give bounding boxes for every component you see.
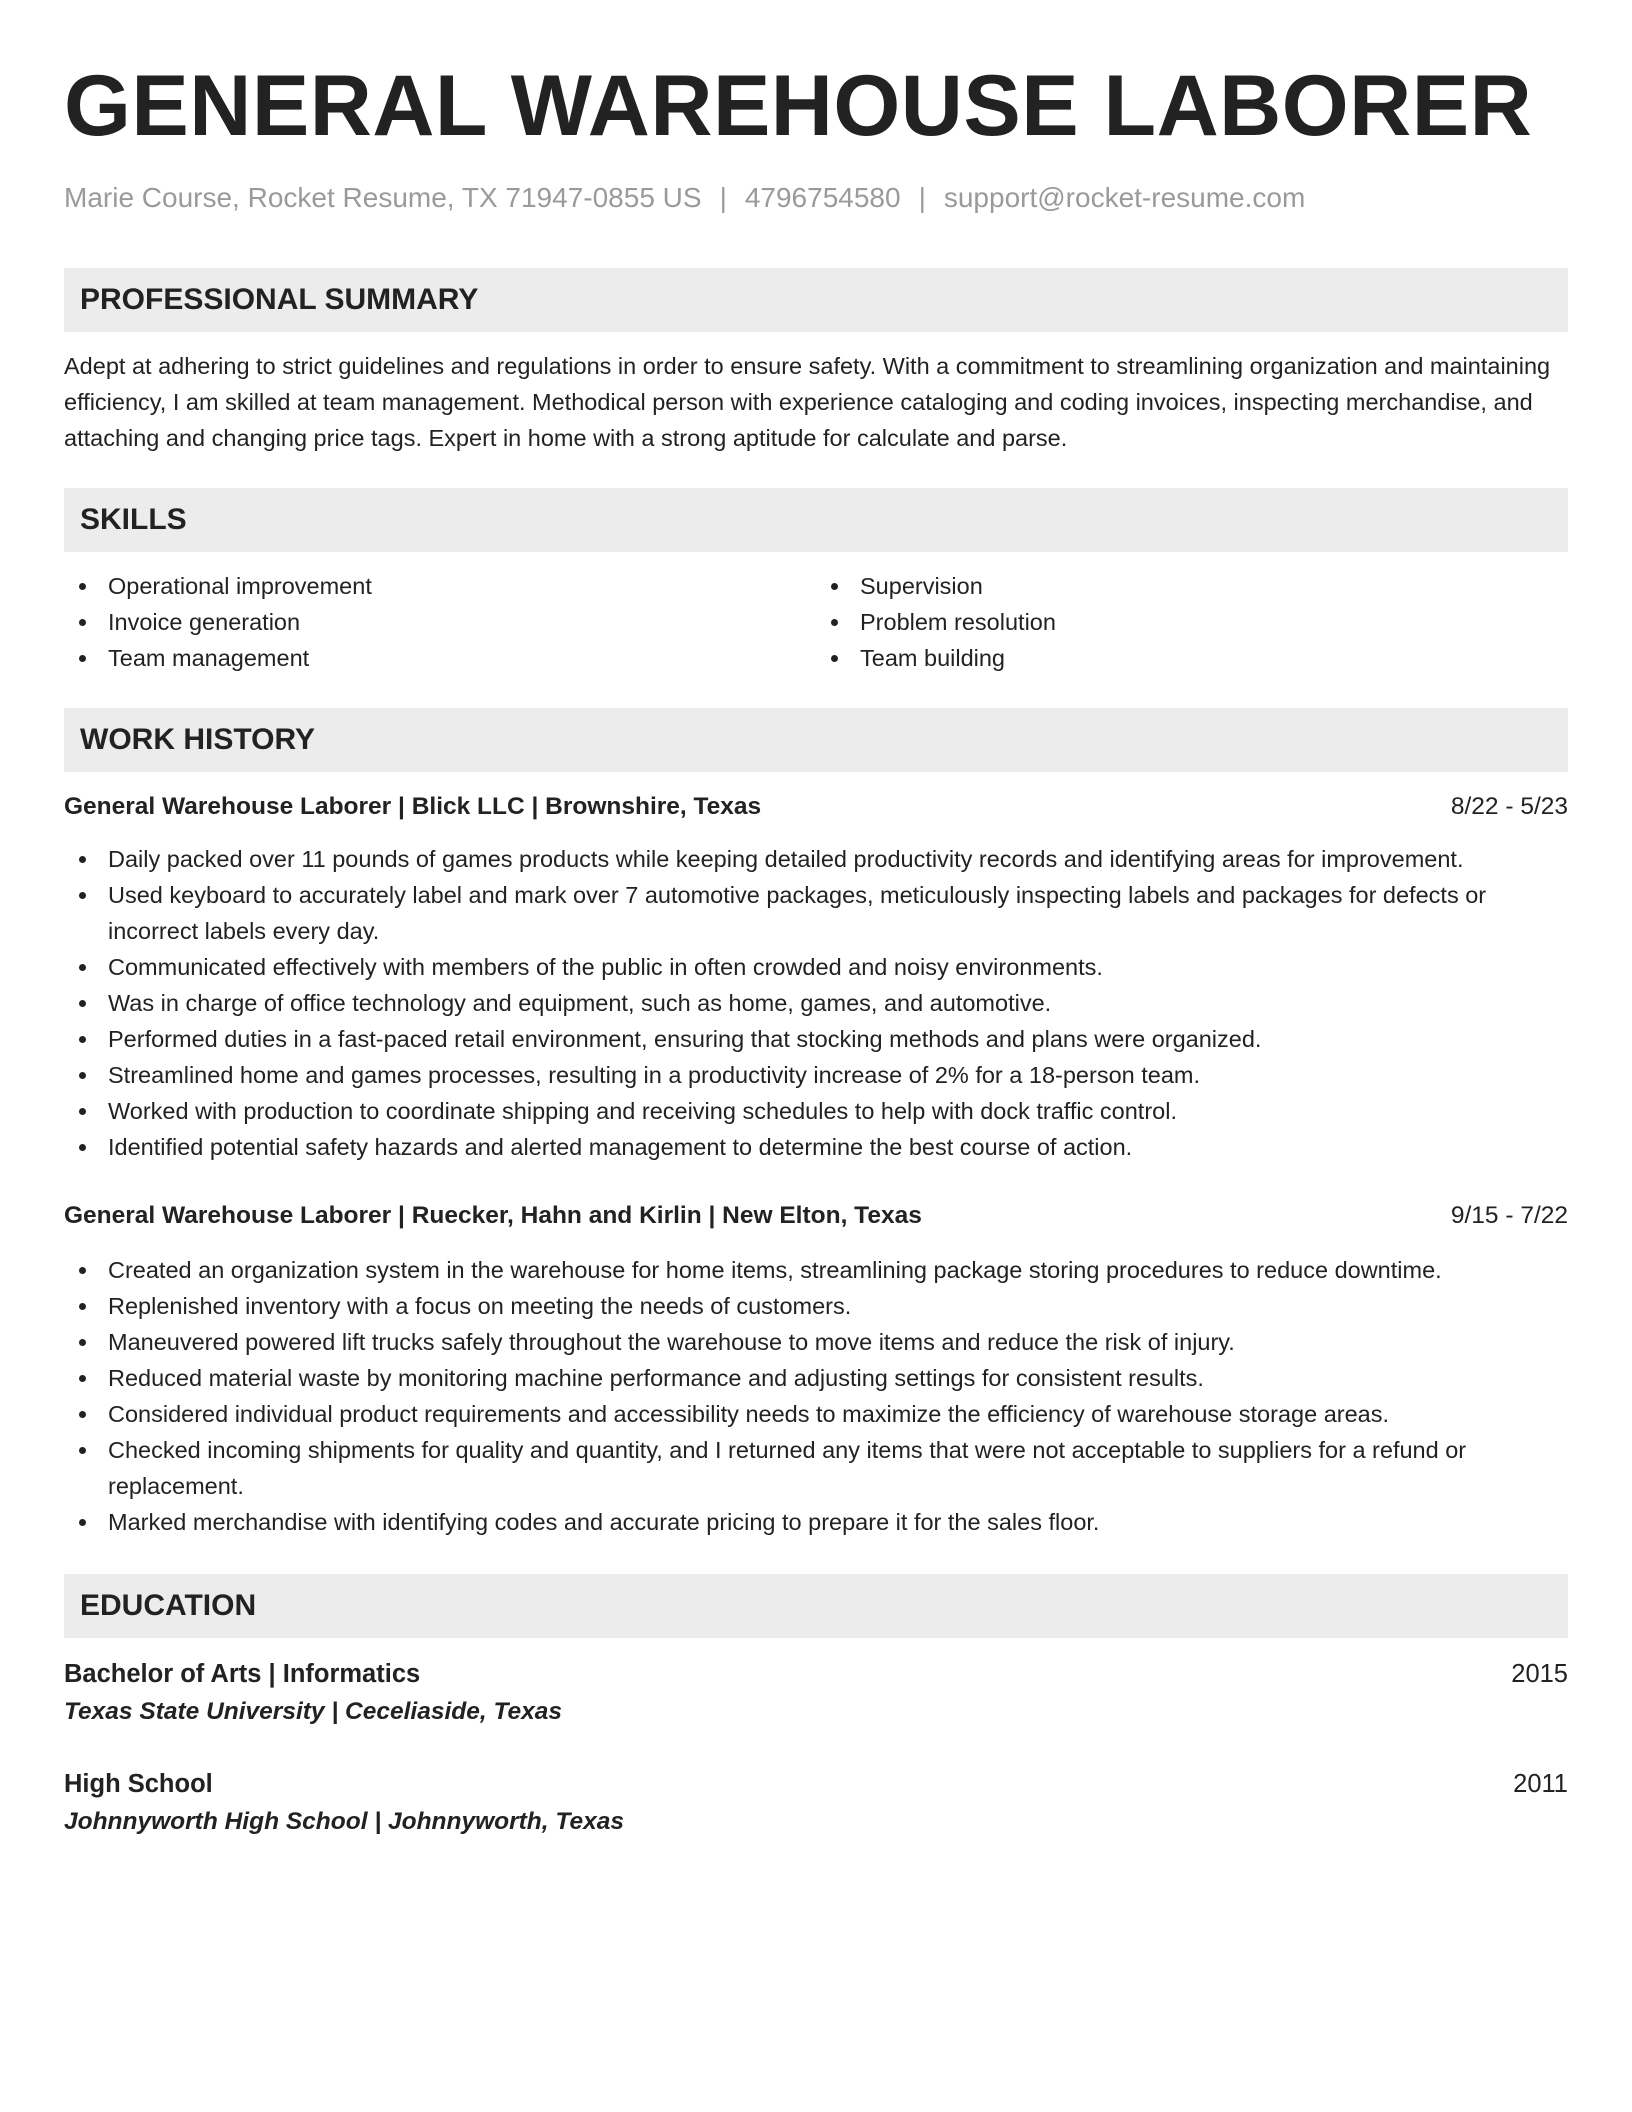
job-duty: Reduced material waste by monitoring machine performance and adjusting settings for consistent results. <box>64 1360 1568 1396</box>
job-duty: Streamlined home and games processes, resulting in a productivity increase of 2% for a 18-person team. <box>64 1057 1568 1093</box>
job-duty: Maneuvered powered lift trucks safely throughout the warehouse to move items and reduce the risk of injury. <box>64 1324 1568 1360</box>
job-duty: Was in charge of office technology and equipment, such as home, games, and automotive. <box>64 985 1568 1021</box>
contact-phone: 4796754580 <box>744 182 901 213</box>
education-entry <box>64 1765 1568 1841</box>
summary-heading: PROFESSIONAL SUMMARY <box>64 268 1568 332</box>
job-duty: Identified potential safety hazards and alerted management to determine the best course of action. <box>64 1129 1568 1165</box>
education-header <box>64 1765 1568 1803</box>
job-duty: Performed duties in a fast-paced retail environment, ensuring that stocking methods and plans were organized. <box>64 1021 1568 1057</box>
candidate-name: GENERAL WAREHOUSE LABORER <box>64 58 1533 154</box>
skill-item: Problem resolution <box>816 604 1568 640</box>
job-header <box>64 1198 1568 1234</box>
job-entry <box>64 789 1568 1165</box>
contact-separator: | <box>719 182 727 213</box>
contact-line <box>64 180 1568 216</box>
job-header <box>64 789 1568 825</box>
education-year: 2011 <box>1513 1770 1568 1798</box>
skills-column-left <box>64 568 816 676</box>
job-title: General Warehouse Laborer | Blick LLC | Brownshire, Texas <box>64 793 762 820</box>
skills-list <box>64 568 1568 676</box>
job-duty: Replenished inventory with a focus on meeting the needs of customers. <box>64 1288 1568 1324</box>
job-duties <box>64 841 1568 1165</box>
job-title: General Warehouse Laborer | Ruecker, Hahn and Kirlin | New Elton, Texas <box>64 1202 922 1229</box>
contact-separator: | <box>918 182 926 213</box>
education-school: Texas State University | Ceceliaside, Texas <box>64 1698 563 1725</box>
job-duty: Used keyboard to accurately label and mark over 7 automotive packages, meticulously inspecting labels and packages for defects or incorrect labels every day. <box>64 877 1568 949</box>
skills-column-right <box>816 568 1568 676</box>
education-header <box>64 1655 1568 1693</box>
job-duty: Checked incoming shipments for quality and quantity, and I returned any items that were not acceptable to suppliers for a refund or replacement. <box>64 1432 1568 1504</box>
skill-item: Supervision <box>816 568 1568 604</box>
job-duty: Created an organization system in the warehouse for home items, streamlining package storing procedures to reduce downtime. <box>64 1252 1568 1288</box>
skill-item: Invoice generation <box>64 604 816 640</box>
work-history-heading: WORK HISTORY <box>64 708 1568 772</box>
skill-item: Team building <box>816 640 1568 676</box>
skills-heading: SKILLS <box>64 488 1568 552</box>
job-duty: Worked with production to coordinate shipping and receiving schedules to help with dock traffic control. <box>64 1093 1568 1129</box>
job-dates: 8/22 - 5/23 <box>1450 793 1568 820</box>
job-duty: Marked merchandise with identifying codes and accurate pricing to prepare it for the sales floor. <box>64 1504 1568 1540</box>
education-entry <box>64 1655 1568 1731</box>
education-degree: Bachelor of Arts | Informatics <box>64 1660 421 1688</box>
education-year: 2015 <box>1511 1660 1568 1688</box>
job-entry <box>64 1198 1568 1540</box>
education-school: Johnnyworth High School | Johnnyworth, Texas <box>64 1808 624 1835</box>
skill-item: Team management <box>64 640 816 676</box>
education-heading: EDUCATION <box>64 1574 1568 1638</box>
job-duties <box>64 1252 1568 1540</box>
job-dates: 9/15 - 7/22 <box>1450 1202 1568 1229</box>
skill-item: Operational improvement <box>64 568 816 604</box>
summary-text: Adept at adhering to strict guidelines and regulations in order to ensure safety. With a commitment to streamlining organization and maintaining efficiency, I am skilled at team management. Methodical person with experience cataloging and coding invoices, inspecting merchandise, and attaching and changing price tags. Expert in home with a strong aptitude for calculate and parse. <box>64 353 1551 451</box>
contact-email: support@rocket-resume.com <box>943 182 1306 213</box>
contact-address: Marie Course, Rocket Resume, TX 71947-0855 US <box>64 182 702 213</box>
job-duty: Considered individual product requirements and accessibility needs to maximize the efficiency of warehouse storage areas. <box>64 1396 1568 1432</box>
job-duty: Daily packed over 11 pounds of games products while keeping detailed productivity records and identifying areas for improvement. <box>64 841 1568 877</box>
education-degree: High School <box>64 1770 213 1798</box>
job-duty: Communicated effectively with members of the public in often crowded and noisy environments. <box>64 949 1568 985</box>
